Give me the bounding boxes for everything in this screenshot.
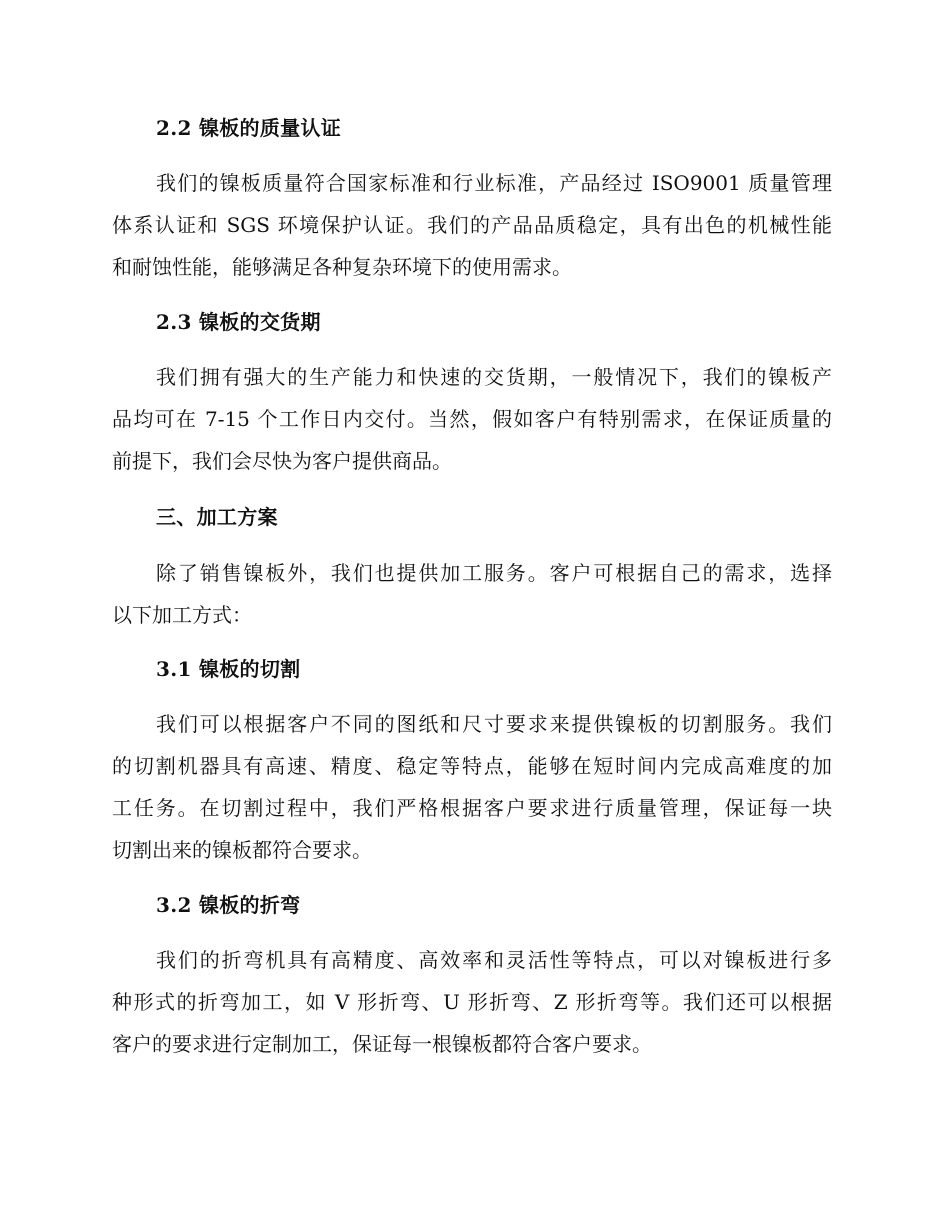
section-heading-3: 三、加工方案 bbox=[156, 505, 278, 529]
paragraph-line: 我们可以根据客户不同的图纸和尺寸要求来提供镍板的切割服务。我们 bbox=[156, 712, 832, 736]
paragraph-line: 以下加工方式： bbox=[112, 603, 252, 627]
paragraph-line: 客户的要求进行定制加工，保证每一根镍板都符合客户要求。 bbox=[112, 1032, 652, 1056]
section-heading-2-2: 2.2 镍板的质量认证 bbox=[156, 116, 342, 140]
section-paragraph-2-2 bbox=[112, 162, 832, 288]
paragraph-line: 前提下，我们会尽快为客户提供商品。 bbox=[112, 449, 452, 473]
paragraph-line: 我们的镍板质量符合国家标准和行业标准，产品经过 ISO9001 质量管理 bbox=[156, 171, 832, 195]
paragraph-line: 的切割机器具有高速、精度、稳定等特点，能够在短时间内完成高难度的加 bbox=[112, 754, 832, 778]
paragraph-line: 我们的折弯机具有高精度、高效率和灵活性等特点，可以对镍板进行多 bbox=[156, 948, 832, 972]
paragraph-line: 种形式的折弯加工，如 V 形折弯、U 形折弯、Z 形折弯等。我们还可以根据 bbox=[112, 990, 832, 1014]
paragraph-line: 切割出来的镍板都符合要求。 bbox=[112, 838, 372, 862]
section-heading-2-3: 2.3 镍板的交货期 bbox=[156, 310, 321, 334]
section-heading-3-1: 3.1 镍板的切割 bbox=[156, 657, 301, 681]
section-paragraph-2-3 bbox=[112, 356, 832, 482]
paragraph-line: 品均可在 7-15 个工作日内交付。当然，假如客户有特别需求，在保证质量的 bbox=[112, 407, 832, 431]
section-paragraph-3-2 bbox=[112, 939, 832, 1065]
paragraph-line: 工任务。在切割过程中，我们严格根据客户要求进行质量管理，保证每一块 bbox=[112, 796, 832, 820]
section-heading-3-2: 3.2 镍板的折弯 bbox=[156, 893, 301, 917]
section-paragraph-3 bbox=[112, 552, 832, 636]
section-paragraph-3-1 bbox=[112, 703, 832, 871]
paragraph-line: 我们拥有强大的生产能力和快速的交货期，一般情况下，我们的镍板产 bbox=[156, 365, 832, 389]
paragraph-line: 体系认证和 SGS 环境保护认证。我们的产品品质稳定，具有出色的机械性能 bbox=[112, 213, 832, 237]
paragraph-line: 除了销售镍板外，我们也提供加工服务。客户可根据自己的需求，选择 bbox=[156, 561, 832, 585]
paragraph-line: 和耐蚀性能，能够满足各种复杂环境下的使用需求。 bbox=[112, 255, 572, 279]
